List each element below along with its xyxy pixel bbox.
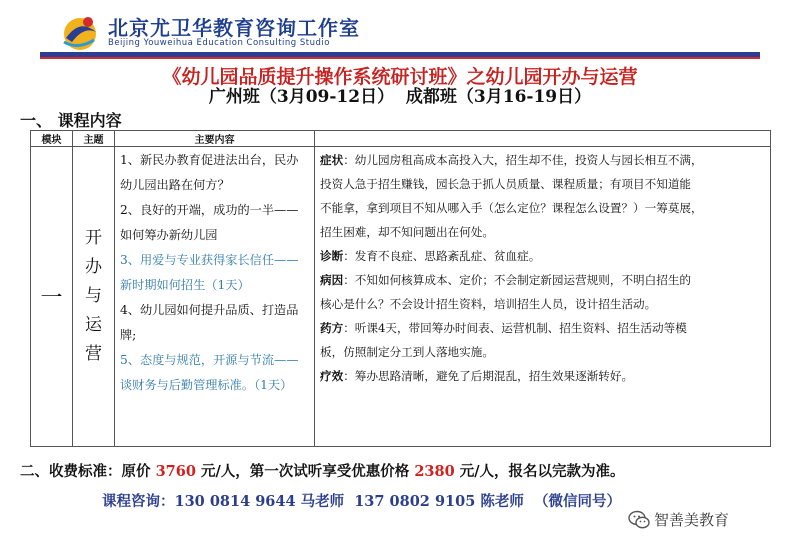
header [0, 0, 800, 58]
watermark [628, 509, 729, 530]
detail-text: ：听课4天，带回筹办时间表、运营机制、招生资料、招生活动等模 [343, 321, 687, 335]
detail-text: 招生困难，却不知问题出在何处。 [320, 225, 494, 239]
header-module: 模块 [31, 131, 73, 147]
content-line: 2、良好的开端，成功的一半—— [120, 203, 299, 217]
header-details [315, 131, 771, 147]
detail-label: 药方 [320, 321, 344, 335]
fee-prefix: 二、收费标准：原价 [20, 463, 151, 480]
contact-line: 课程咨询：130 0814 9644 马老师 137 0802 9105 陈老师 （微信同号） [102, 493, 621, 510]
detail-label: 症状 [320, 153, 344, 167]
detail-text: ：幼儿园房租高成本高投入大，招生却不佳，投资人与园长相互不满， [343, 153, 703, 167]
table-header-row [31, 131, 771, 147]
wechat-icon [628, 510, 650, 530]
detail-line [316, 172, 769, 196]
content-line: 1、新民办教育促进法出台，民办 [120, 153, 299, 167]
course-table [30, 130, 771, 447]
detail-label: 疗效 [320, 369, 344, 383]
content-line: 牌; [120, 328, 137, 342]
section-heading-course: 一、 课程内容 [20, 111, 122, 130]
detail-label: 诊断 [320, 249, 344, 263]
content-line: 谈财务与后勤管理标准。（1天） [120, 378, 293, 392]
original-price: 3760 [155, 463, 196, 480]
detail-line [316, 196, 769, 220]
header-topic: 主题 [73, 131, 115, 147]
detail-line [316, 316, 769, 340]
topic-text: 开办与运营 [85, 228, 102, 364]
detail-label: 病因 [320, 273, 344, 287]
fee-line [20, 460, 625, 481]
header-stripe-red [40, 57, 760, 59]
detail-line [316, 148, 769, 172]
detail-text: 核心是什么？不会设计招生资料，培训招生人员，设计招生活动。 [320, 297, 657, 311]
org-name-en: Beijing Youweihua Education Consulting Studio [108, 38, 330, 48]
content-line: 如何筹办新幼儿园 [120, 228, 218, 242]
table-row [31, 147, 771, 447]
content-line: 3、用爱与专业获得家长信任—— [120, 253, 299, 267]
module-number: 一 [31, 147, 73, 447]
detail-text: ：不知如何核算成本、定价；不会制定新园运营规则，不明白招生的 [343, 273, 692, 287]
main-title: 《幼儿园品质提升操作系统研讨班》之幼儿园开办与运营 [162, 66, 638, 88]
sub-title: 广州班（3月09-12日） 成都班（3月16-19日） [208, 87, 592, 107]
content-line: 5、态度与规范，开源与节流—— [120, 353, 299, 367]
detail-text: 投资人急于招生赚钱，园长急于抓人员质量、课程质量；有项目不知道能 [320, 177, 692, 191]
discount-price: 2380 [414, 463, 455, 480]
detail-text: 不能拿，拿到项目不知从哪入手（怎么定位？课程怎么设置？）一筹莫展， [320, 201, 703, 215]
topic-cell [73, 147, 115, 447]
detail-text: ：发育不良症、思路紊乱症、贫血症。 [343, 249, 541, 263]
detail-line [316, 292, 769, 316]
detail-line [316, 244, 769, 268]
header-content: 主要内容 [115, 131, 315, 147]
detail-line [316, 268, 769, 292]
detail-text: 板，仿照制定分工到人落地实施。 [320, 345, 494, 359]
fee-suffix: 元/人，报名以完款为准。 [459, 463, 625, 480]
studio-logo-icon [58, 12, 102, 52]
detail-line [316, 364, 769, 388]
content-list [115, 147, 315, 447]
content-line: 幼儿园出路在何方？ [120, 178, 230, 192]
detail-line [316, 340, 769, 364]
org-name-cn: 北京尤卫华教育咨询工作室 [108, 16, 360, 40]
detail-line [316, 220, 769, 244]
watermark-text: 智善美教育 [654, 511, 730, 529]
content-line: 新时期如何招生（1天） [120, 278, 250, 292]
detail-text: ：筹办思路清晰，避免了后期混乱，招生效果逐渐转好。 [343, 369, 634, 383]
content-line: 4、幼儿园如何提升品质、打造品 [120, 303, 299, 317]
fee-mid: 元/人，第一次试听享受优惠价格 [200, 463, 410, 480]
details-list [315, 147, 771, 447]
